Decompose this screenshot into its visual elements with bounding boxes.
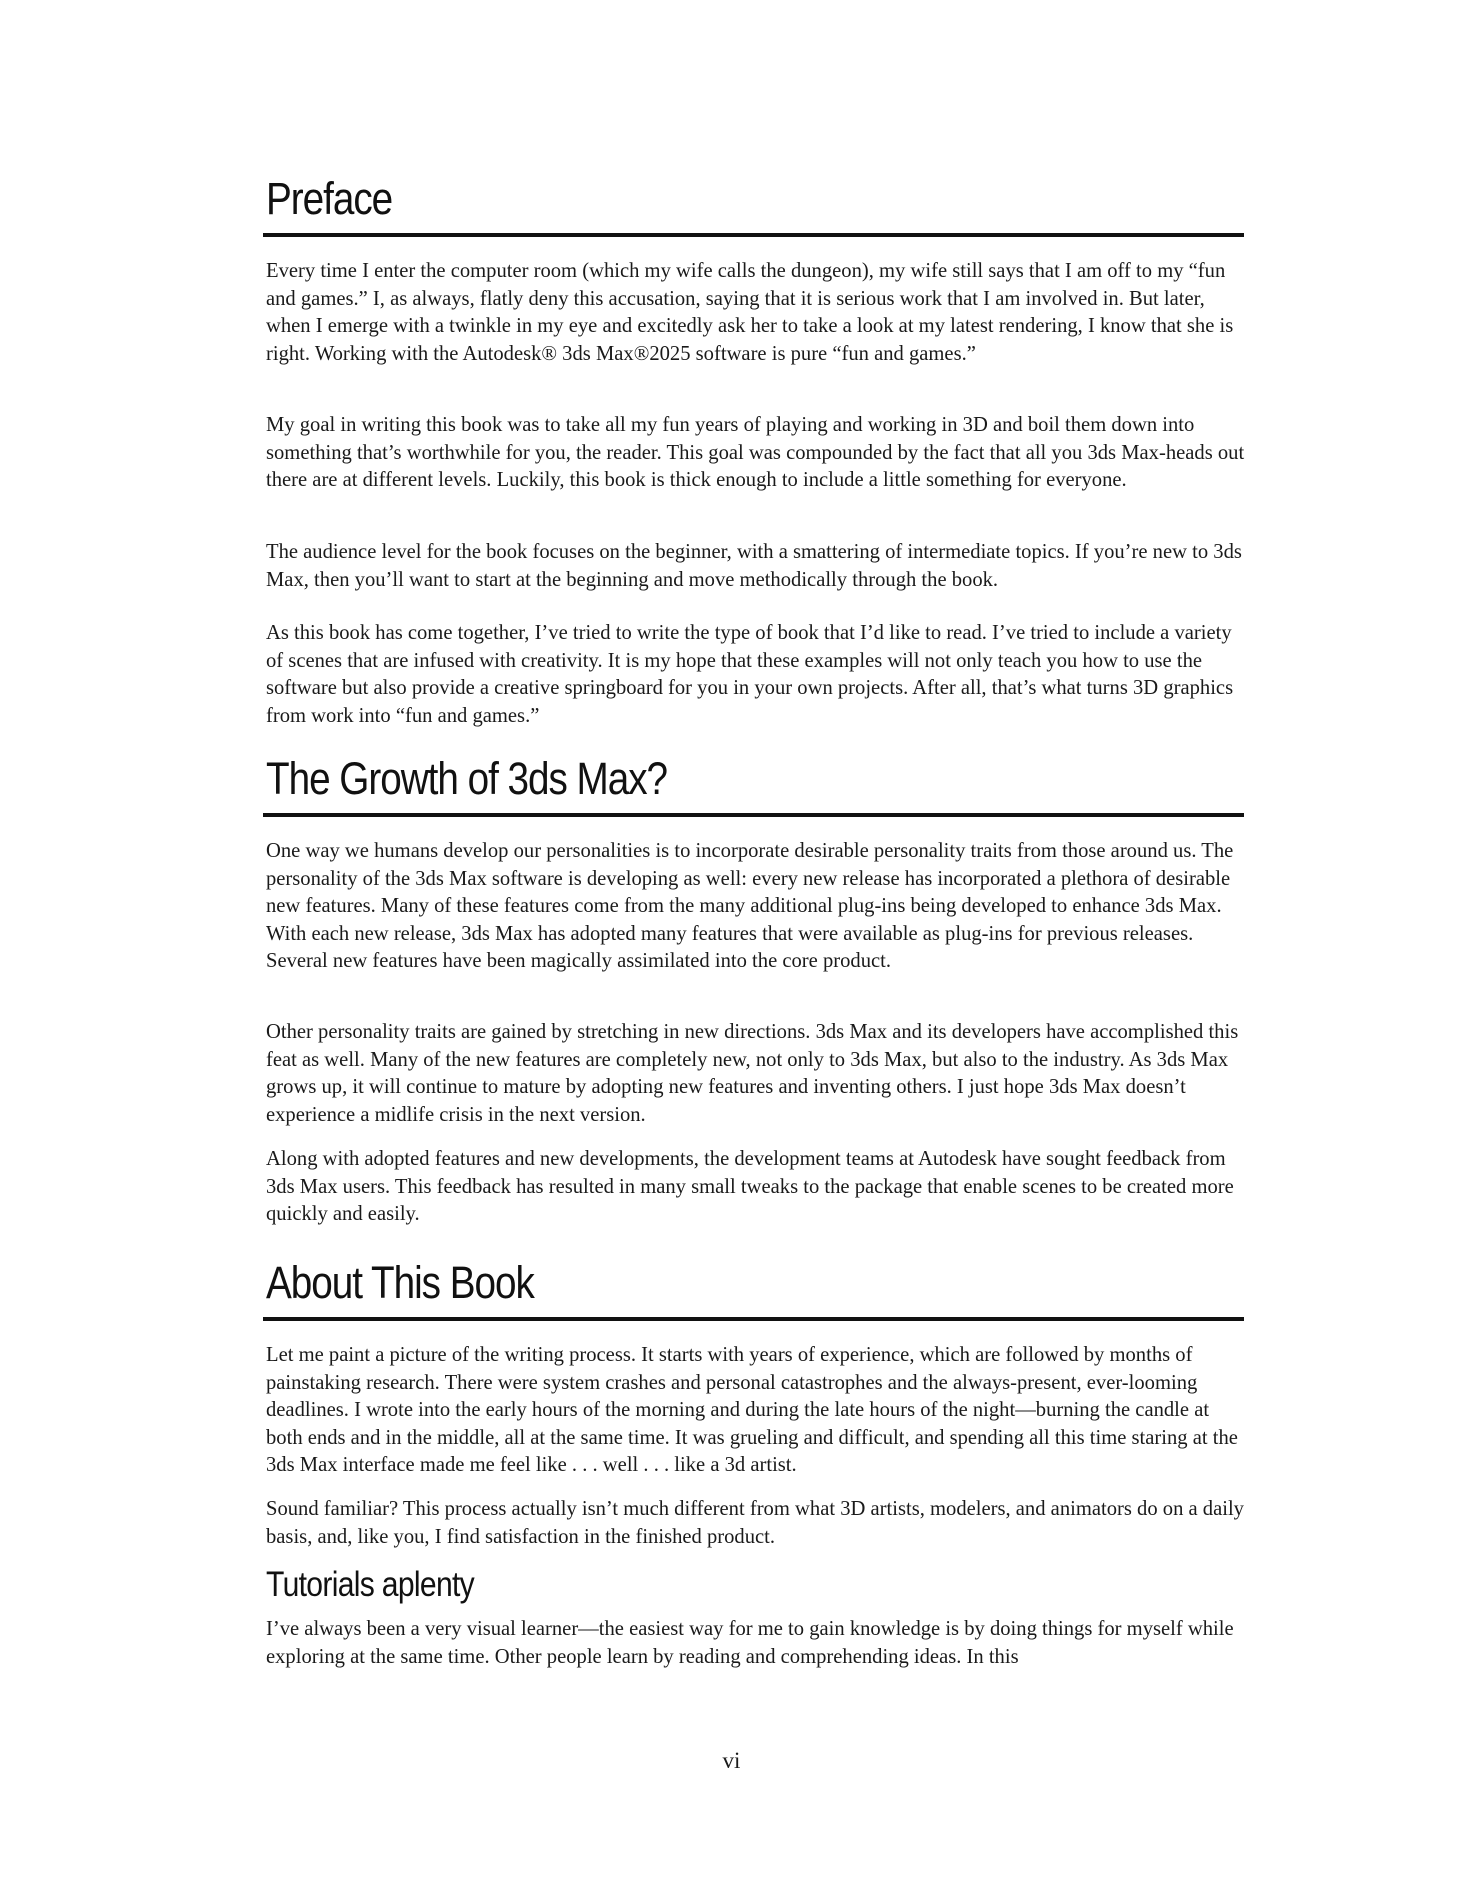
growth-body bbox=[266, 838, 1246, 976]
growth-paragraph-3: Along with adopted features and new developments, the development teams at Autodesk have sought feedback from 3ds Max users. This feedback has resulted in many small tweaks to the package that enable scenes to be created more quickly and easily. bbox=[266, 1148, 1234, 1225]
preface-rule bbox=[263, 233, 1244, 237]
tutorials-paragraph-1: I’ve always been a very visual learner—the easiest way for me to gain knowledge is by doing things for myself while exploring at the same time. Other people learn by reading and comprehending ideas. In this bbox=[266, 1618, 1234, 1668]
growth-heading: The Growth of 3ds Max? bbox=[266, 753, 668, 804]
preface-paragraph-1: Every time I enter the computer room (which my wife calls the dungeon), my wife still says that I am off to my “fun and games.” I, as always, flatly deny this accusation, saying that it is serious work that I am involved in. But later, when I emerge with a twinkle in my eye and excitedly ask her to take a look at my latest rendering, I know that she is right. Working with the Autodesk® 3ds Max®2025 software is pure “fun and games.” bbox=[266, 260, 1234, 365]
growth-rule-wrap bbox=[266, 813, 1246, 817]
about-heading: About This Book bbox=[266, 1257, 534, 1308]
tutorials-body bbox=[266, 1616, 1246, 1671]
growth-body-2 bbox=[266, 1019, 1246, 1129]
preface-body-3 bbox=[266, 539, 1246, 594]
growth-section bbox=[266, 752, 1246, 806]
preface-body bbox=[266, 258, 1246, 368]
growth-paragraph-1: One way we humans develop our personalities is to incorporate desirable personality traits from those around us. The personality of the 3ds Max software is developing as well: every new release has incorporated a plethora of desirable new features. Many of these features come from the many additional plug-ins being developed to enhance 3ds Max. With each new release, 3ds Max has adopted many features that were available as plug-ins for previous releases. Several new features have been magically assimilated into the core product. bbox=[266, 840, 1234, 972]
preface-paragraph-2: My goal in writing this book was to take all my fun years of playing and working in 3D and boil them down into something that’s worthwhile for you, the reader. This goal was compounded by the fact that all you 3ds Max-heads out there are at different levels. Luckily, this book is thick enough to include a little something for everyone. bbox=[266, 414, 1245, 491]
about-paragraph-1: Let me paint a picture of the writing process. It starts with years of experience, which are followed by months of painstaking research. There were system crashes and personal catastrophes and the always-present, ever-looming deadlines. I wrote into the early hours of the morning and during the late hours of the night—burning the candle at both ends and in the middle, all at the same time. It was grueling and difficult, and spending all this time staring at the 3ds Max interface made me feel like . . . well . . . like a 3d artist. bbox=[266, 1344, 1238, 1476]
tutorials-heading: Tutorials aplenty bbox=[266, 1565, 475, 1604]
growth-rule bbox=[263, 813, 1244, 817]
preface-body-4 bbox=[266, 620, 1246, 730]
preface-paragraph-4: As this book has come together, I’ve tried to write the type of book that I’d like to read. I’ve tried to include a variety of scenes that are infused with creativity. It is my hope that these examples will not only teach you how to use the software but also provide a creative springboard for you in your own projects. After all, that’s what turns 3D graphics from work into “fun and games.” bbox=[266, 622, 1234, 727]
preface-section bbox=[266, 172, 1246, 226]
growth-body-3 bbox=[266, 1146, 1246, 1229]
about-body bbox=[266, 1342, 1246, 1480]
page-number: vi bbox=[722, 1748, 741, 1773]
preface-paragraph-3: The audience level for the book focuses on the beginner, with a smattering of intermediate topics. If you’re new to 3ds Max, then you’ll want to start at the beginning and move methodically through the book. bbox=[266, 541, 1242, 591]
about-rule bbox=[263, 1317, 1244, 1321]
preface-body-2 bbox=[266, 412, 1246, 495]
about-rule-wrap bbox=[266, 1317, 1246, 1321]
preface-heading: Preface bbox=[266, 173, 393, 224]
about-paragraph-2: Sound familiar? This process actually isn’t much different from what 3D artists, modelers, and animators do on a daily basis, and, like you, I find satisfaction in the finished product. bbox=[266, 1498, 1244, 1548]
about-body-2 bbox=[266, 1496, 1246, 1551]
preface-rule-wrap bbox=[266, 233, 1246, 237]
tutorials-section bbox=[266, 1565, 1246, 1605]
growth-paragraph-2: Other personality traits are gained by stretching in new directions. 3ds Max and its developers have accomplished this feat as well. Many of the new features are completely new, not only to 3ds Max, but also to the industry. As 3ds Max grows up, it will continue to mature by adopting new features and inventing others. I just hope 3ds Max doesn’t experience a midlife crisis in the next version. bbox=[266, 1021, 1239, 1126]
about-section bbox=[266, 1256, 1246, 1310]
